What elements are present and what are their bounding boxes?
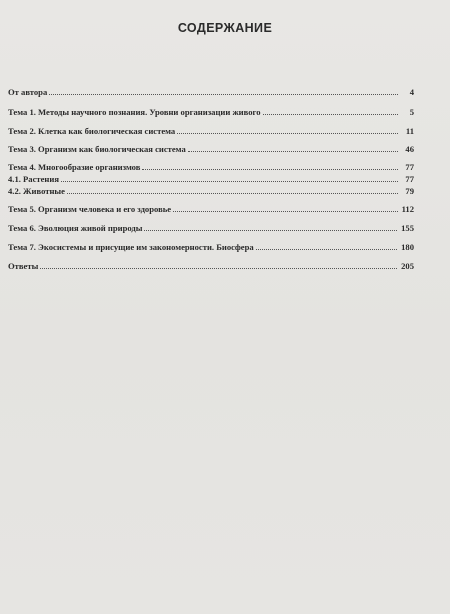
toc-entry-label: 4.1. Растения	[8, 174, 59, 184]
toc-entry-topic-5	[8, 201, 414, 215]
toc-entry-label: 4.2. Животные	[8, 186, 65, 196]
toc-entry-page: 4	[409, 87, 414, 97]
toc-entry-page: 11	[405, 126, 414, 136]
dot-leader	[263, 114, 399, 115]
toc-entry-label: Тема 7. Экосистемы и присущие им закономерности. Биосфера	[8, 242, 254, 252]
toc-entry-topic-7	[8, 239, 414, 253]
toc-entry-label: Тема 4. Многообразие организмов	[8, 162, 141, 172]
dot-leader	[144, 230, 397, 231]
toc-entry-label: Тема 5. Организм человека и его здоровье	[8, 204, 172, 214]
toc-entry-page: 5	[409, 107, 414, 117]
dot-leader	[188, 151, 398, 152]
toc-entry-label: Тема 1. Методы научного познания. Уровни организации живого	[8, 107, 261, 117]
dot-leader	[256, 249, 397, 250]
toc-entry-page: 77	[405, 174, 414, 184]
toc-entry-page: 155	[401, 223, 414, 233]
toc-entry-topic-3	[8, 141, 414, 155]
toc-entry-page: 180	[401, 242, 414, 252]
toc-entry-label: Ответы	[8, 261, 39, 271]
dot-leader	[177, 133, 398, 134]
toc-entry-label: Тема 2. Клетка как биологическая система	[8, 126, 176, 136]
toc-entry-page: 205	[401, 261, 414, 271]
toc-entry-label: Тема 6. Эволюция живой природы	[8, 223, 143, 233]
toc-entry-page: 112	[401, 204, 414, 214]
page-title: СОДЕРЖАНИЕ	[177, 21, 273, 35]
toc-entry-from-author	[8, 84, 414, 98]
toc-entry-page: 77	[405, 162, 414, 172]
dot-leader	[61, 181, 398, 182]
toc-entry-page: 79	[405, 186, 414, 196]
toc-entry-topic-1	[8, 104, 414, 118]
dot-leader	[40, 268, 397, 269]
dot-leader	[49, 94, 398, 95]
dot-leader	[173, 211, 397, 212]
toc-entry-label: От автора	[8, 87, 48, 97]
toc-entry-topic-6	[8, 220, 414, 234]
toc-entry-animals	[8, 183, 414, 197]
toc-entry-label: Тема 3. Организм как биологическая система	[8, 144, 186, 154]
dot-leader	[67, 193, 398, 194]
toc-entry-answers	[8, 258, 414, 272]
toc-entry-page: 46	[405, 144, 414, 154]
toc-entry-topic-2	[8, 123, 414, 137]
dot-leader	[142, 169, 398, 170]
